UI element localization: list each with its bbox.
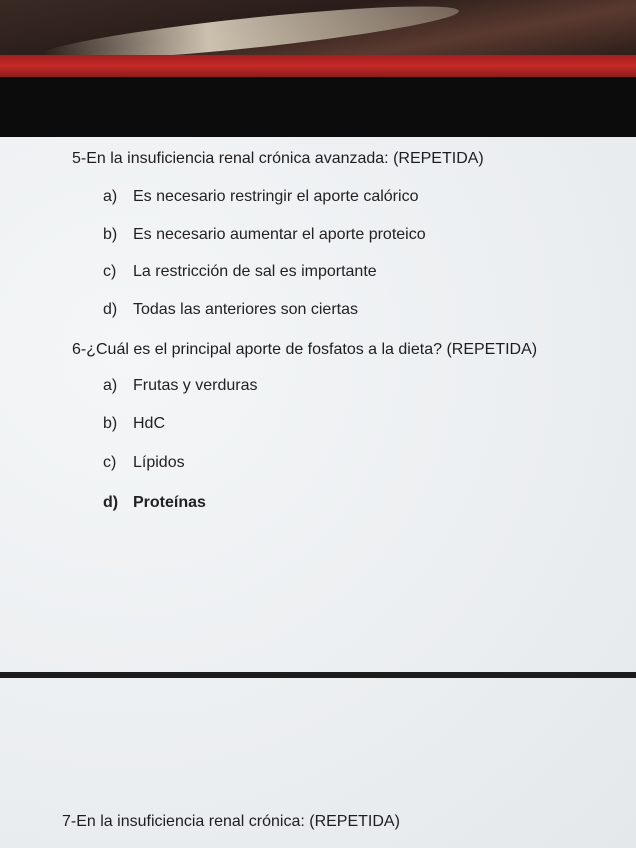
option-text: HdC (133, 415, 166, 432)
page-divider (0, 672, 636, 678)
question-6-option-c[interactable] (103, 454, 185, 472)
question-7-text: 7-En la insuficiencia renal crónica: (REPETIDA) (62, 813, 400, 830)
option-text: La restricción de sal es importante (133, 263, 377, 280)
question-5-text: 5-En la insuficiencia renal crónica avanzada: (REPETIDA) (72, 150, 484, 167)
question-5-option-d[interactable] (103, 301, 358, 319)
screen-bezel (0, 77, 636, 137)
option-text: Todas las anteriores son ciertas (133, 301, 358, 318)
option-text: Es necesario aumentar el aporte proteico (133, 226, 426, 243)
option-text: Es necesario restringir el aporte calórico (133, 188, 419, 205)
background-photo-area (0, 0, 636, 58)
option-text: Frutas y verduras (133, 377, 258, 394)
option-letter: d) (103, 301, 118, 318)
option-letter: c) (103, 454, 117, 471)
option-letter: c) (103, 263, 117, 280)
question-6-option-b[interactable] (103, 415, 165, 433)
option-letter: b) (103, 226, 118, 243)
question-5-option-a[interactable] (103, 188, 418, 206)
option-letter: b) (103, 415, 118, 432)
option-text: Proteínas (133, 494, 206, 511)
laptop-edge (0, 55, 636, 77)
option-letter: a) (103, 377, 118, 394)
question-6-option-a[interactable] (103, 377, 257, 395)
question-6-text: 6-¿Cuál es el principal aporte de fosfatos a la dieta? (REPETIDA) (72, 341, 538, 358)
option-letter: a) (103, 188, 118, 205)
question-6-option-d[interactable] (103, 494, 206, 512)
option-text: Lípidos (133, 454, 185, 471)
question-5-option-c[interactable] (103, 263, 377, 281)
question-5-option-b[interactable] (103, 226, 426, 244)
option-letter: d) (103, 494, 119, 511)
